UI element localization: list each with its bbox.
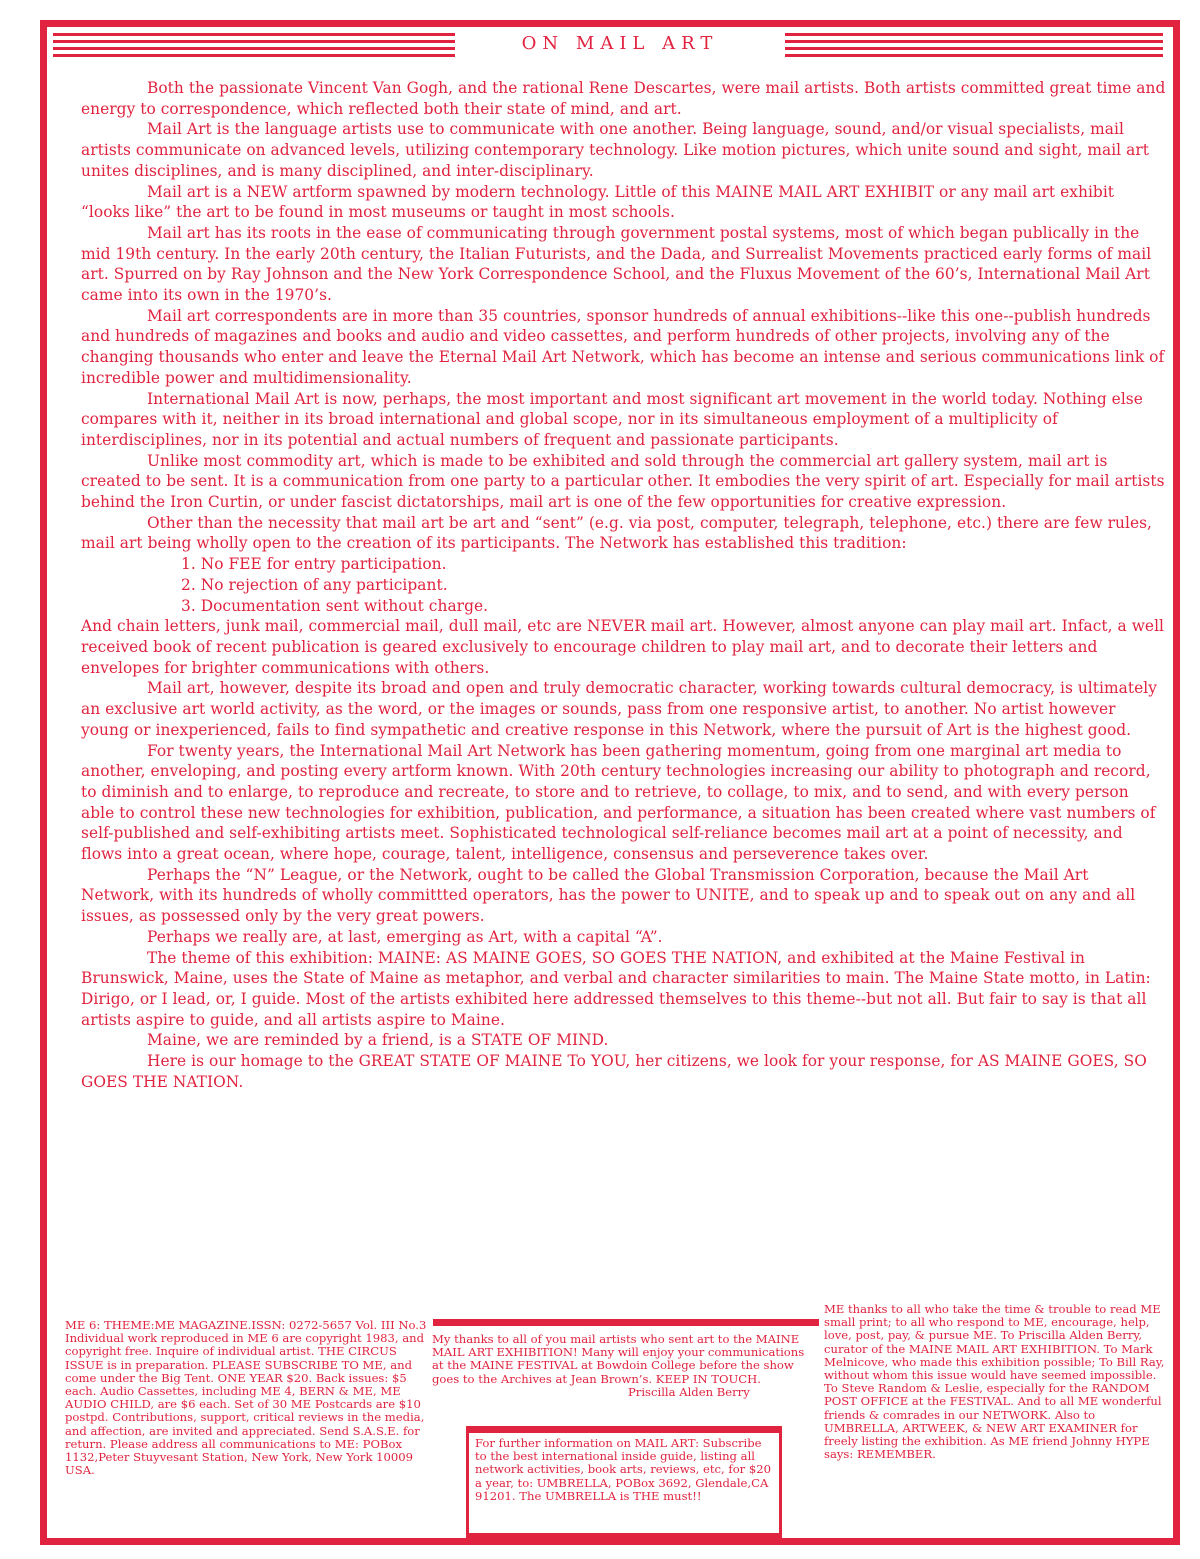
article-paragraph: Perhaps we really are, at last, emerging as Art, with a capital “A”. — [147, 927, 663, 946]
article-paragraph: Mail art correspondents are in more than 35 countries, sponsor hundreds of annual exhibitions--like this one--publish hundreds and hundreds of magazines and books and audio and video cassettes, and perform hundreds of other projects, involving any of the changing thousands who enter and leave the Eternal Mail Art Network, which has become an intense and serious communications link of incredible power and multidimensionality. — [81, 306, 1165, 387]
article-paragraph: Here is our homage to the GREAT STATE OF MAINE To YOU, her citizens, we look for your response, for AS MAINE GOES, SO GOES THE NATION. — [81, 1052, 1147, 1091]
article-paragraph: Both the passionate Vincent Van Gogh, and the rational Rene Descartes, were mail artists. Both artists committed great time and energy to correspondence, which reflected both their state of mind, and art. — [81, 79, 1166, 118]
article-paragraph: International Mail Art is now, perhaps, the most important and most significant art movement in the world today. Nothing else compares with it, neither in its broad international and global scope, nor in its simultaneous employment of a multiplicity of interdisciplines, nor in its potential and actual numbers of frequent and passionate participants. — [81, 389, 1143, 449]
article-paragraph: And chain letters, junk mail, commercial mail, dull mail, etc are NEVER mail art. However, almost anyone can play mail art. Infact, a well received book of recent publication is geared exclusively to encourage children to play mail art, and to decorate their letters and envelopes for brighter communications with others. — [81, 617, 1165, 677]
tradition-list-item: 2. No rejection of any participant. — [181, 575, 448, 594]
header-rule — [47, 29, 1173, 79]
article-paragraph: Mail art, however, despite its broad and open and truly democratic character, working towards cultural democracy, is ultimately an exclusive art world activity, as the word, or the images or sounds, pass from one responsive artist, to another. No artist however young or inexperienced, fails to find sympathetic and creative response in this Network, where the pursuit of Art is the highest good. — [81, 679, 1157, 739]
umbrella-box: For further information on MAIL ART: Subscribe to the best international inside guide, listing all network activities, book arts, reviews, etc, for $20 a year, to: UMBRELLA, POBox 3692, Glendale,CA 91201. The UMBRELLA is THE must!! — [466, 1426, 782, 1536]
article-paragraph: Maine, we are reminded by a friend, is a STATE OF MIND. — [147, 1031, 609, 1050]
article-paragraph: The theme of this exhibition: MAINE: AS MAINE GOES, SO GOES THE NATION, and exhibited at the Maine Festival in Brunswick, Maine, uses the State of Maine as metaphor, and verbal and character similarities to main. The Maine State motto, in Latin: Dirigo, or I lead, or, I guide. Most of the artists exhibited here addressed themselves to this theme--but not all. But fair to say is that all artists aspire to guide, and all artists aspire to Maine. — [81, 948, 1151, 1029]
colophon-text: ME 6: THEME:ME MAGAZINE.ISSN: 0272-5657 Vol. III No.3 Individual work reproduced in ME 6 are copyright 1983, and copyright free. Inquire of individual artist. THE CIRCUS ISSUE is in preparation. PLEASE SUBSCRIBE TO ME, and come under the Big Tent. ONE YEAR $20. Back issues: $5 each. Audio Cassettes, including ME 4, BERN & ME, ME AUDIO CHILD, are $6 each. Set of 30 ME Postcards are $10 postpd. Contributions, support, critical reviews in the media, and affection, are invited and appreciated. Send S.A.S.E. for return. Please address all communications to ME: POBox 1132,Peter Stuyvesant Station, New York, New York 10009 USA. — [65, 1318, 427, 1478]
thanks-rule — [433, 1319, 819, 1326]
article-paragraph: For twenty years, the International Mail Art Network has been gathering momentum, going from one marginal art media to another, enveloping, and posting every artform known. With 20th century technologies increasing our ability to photograph and record, to diminish and to enlarge, to reproduce and recreate, to store and to retrieve, to collage, to mix, and to send, and with every person able to control these new technologies for exhibition, publication, and performance, a situation has been created where vast numbers of self-published and self-exhibiting artists meet. Sophisticated technological self-reliance becomes mail art at a point of necessity, and flows into a great ocean, where hope, courage, talent, intelligence, consensus and perseverence takes over. — [81, 741, 1156, 864]
article-paragraph: Mail art is a NEW artform spawned by modern technology. Little of this MAINE MAIL ART EXHIBIT or any mail art exhibit “looks like” the art to be found in most museums or taught in most schools. — [81, 182, 1115, 222]
page-frame — [40, 20, 1180, 1545]
page-title: ON MAIL ART — [455, 29, 785, 59]
article-paragraph: Perhaps the “N” League, or the Network, ought to be called the Global Transmission Corporation, because the Mail Art Network, with its hundreds of wholly committted operators, has the power to UNITE, and to speak up and to speak out on any and all issues, as possessed only by the very great powers. — [81, 865, 1136, 926]
umbrella-box-rule — [466, 1533, 782, 1539]
article-paragraph: Mail Art is the language artists use to communicate with one another. Being language, sound, and/or visual specialists, mail artists communicate on advanced levels, utilizing contemporary technology. Like motion pictures, which unite sound and sight, mail art unites disciplines, and is many disciplined, and inter-disciplinary. — [81, 120, 1149, 180]
article-body — [81, 78, 1166, 1092]
article-paragraph: Mail art has its roots in the ease of communicating through government postal systems, most of which began publically in the mid 19th century. In the early 20th century, the Italian Futurists, and the Dada, and Surrealist Movements practiced early forms of mail art. Spurred on by Ray Johnson and the New York Correspondence School, and the Fluxus Movement of the 60’s, International Mail Art came into its own in the 1970’s. — [81, 223, 1152, 305]
thanks-text: My thanks to all of you mail artists who sent art to the MAINE MAIL ART EXHIBITION! Many will enjoy your communications at the MAINE FESTIVAL at Bowdoin College before the show goes to the Archives at Jean Brown’s. — [432, 1332, 805, 1386]
tradition-list-item: 3. Documentation sent without charge. — [181, 596, 489, 615]
article-paragraph: Unlike most commodity art, which is made to be exhibited and sold through the commercial art gallery system, mail art is created to be sent. It is a communication from one party to a particular other. It embodies the very spirit of art. Especially for mail artists behind the Iron Curtin, or under fascist dictatorships, mail art is one of the few opportunities for creative expression. — [81, 451, 1165, 512]
curator-signature: Priscilla Alden Berry — [628, 1384, 750, 1399]
acknowledgements-text: ME thanks to all who take the time & trouble to read ME small print; to all who respond to ME, encourage, help, love, post, pay, & pursue ME. To Priscilla Alden Berry, curator of the MAINE MAIL ART EXHIBITION. To Mark Melnicove, who made this exhibition possible; To Bill Ray, without whom this issue would have seemed impossible. To Steve Random & Leslie, especially for the RANDOM POST OFFICE at the FESTIVAL. And to all ME wonderful friends & comrades in our NETWORK. Also to UMBRELLA, ARTWEEK, & NEW ART EXAMINER for freely listing the exhibition. As ME friend Johnny HYPE says: REMEMBER. — [824, 1302, 1165, 1462]
article-paragraph: Other than the necessity that mail art be art and “sent” (e.g. via post, computer, telegraph, telephone, etc.) there are few rules, mail art being wholly open to the creation of its participants. The Network has established this tradition: — [81, 513, 1152, 553]
thanks-note — [432, 1333, 818, 1399]
tradition-list-item: 1. No FEE for entry participation. — [181, 555, 447, 574]
thanks-signoff: KEEP IN TOUCH. — [655, 1371, 761, 1386]
